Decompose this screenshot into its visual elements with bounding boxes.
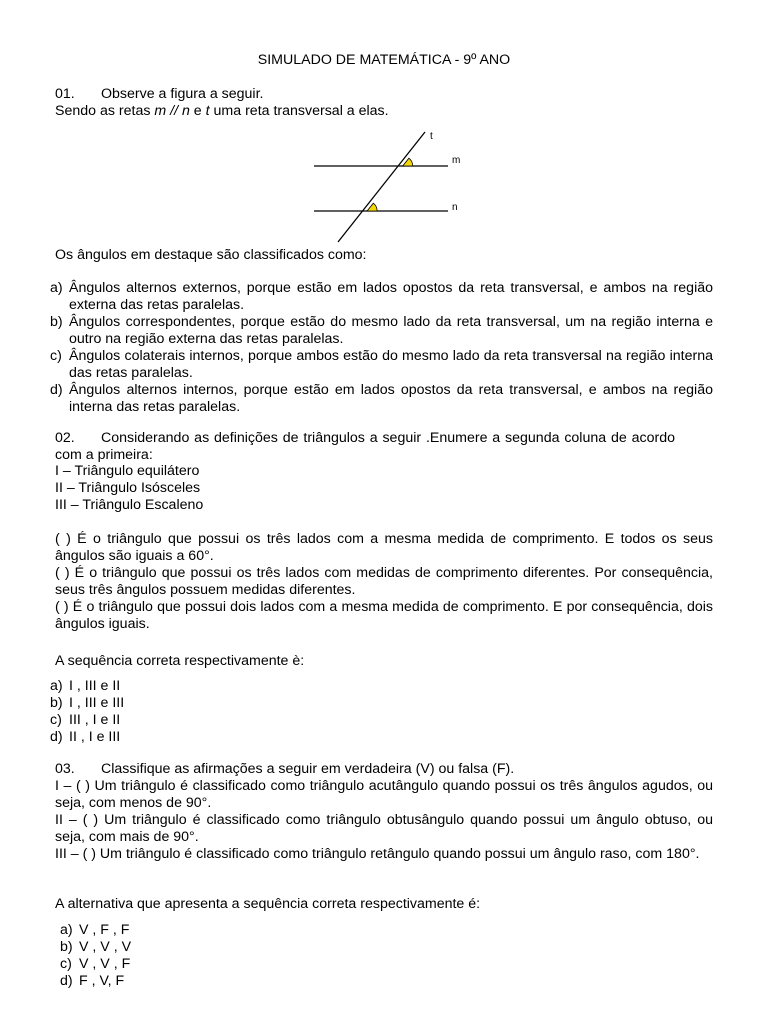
- question-3-options: [60, 922, 720, 990]
- question-1-option-c[interactable]: c) Ângulos colaterais internos, porque ambos estão do mesmo lado da reta transversal na região interna das retas paralelas.: [50, 348, 713, 381]
- page-title: SIMULADO DE MATEMÁTICA - 9º ANO: [257, 52, 511, 68]
- statement-2[interactable]: ( ) É o triângulo que possui os três lados com medidas de comprimento diferentes. Por consequência, seus três ângulos possuem medidas diferentes.: [55, 565, 713, 598]
- question-2-number: 02.: [55, 430, 75, 446]
- question-2-option-d[interactable]: d) II , I e III: [50, 729, 121, 745]
- question-1-question: Os ângulos em destaque são classificados como:: [55, 247, 367, 263]
- affirmation-1[interactable]: I – ( ) Um triângulo é classificado como triângulo acutângulo quando possui os três ângulos agudos, ou seja, com menos de 90°.: [55, 778, 713, 811]
- triangle-type-1: I – Triângulo equilátero: [55, 463, 200, 479]
- triangle-type-3: III – Triângulo Escaleno: [55, 497, 204, 513]
- question-1-header: [55, 86, 715, 120]
- angle-lower: [367, 203, 377, 211]
- question-3-option-b[interactable]: b) V , V , V: [60, 939, 132, 955]
- angle-upper: [403, 158, 413, 166]
- question-2-statements: [55, 531, 713, 633]
- affirmation-2[interactable]: II – ( ) Um triângulo é classificado como triângulo obtusângulo quando possui um ângulo obtuso, ou seja, com mais de 90°.: [55, 812, 713, 845]
- line-t: [338, 132, 425, 242]
- question-2-option-a[interactable]: a) I , III e II: [50, 678, 121, 694]
- question-2-prompt: Considerando as definições de triângulos a seguir .Enumere a segunda coluna de acordo com a primeira:: [55, 430, 675, 463]
- triangle-type-2: II – Triângulo Isósceles: [55, 480, 201, 496]
- parallel-lines-figure: [298, 126, 468, 244]
- question-3-question: A alternativa que apresenta a sequência correta respectivamente é:: [55, 896, 481, 912]
- question-3-option-d[interactable]: d) F , V, F: [60, 973, 125, 989]
- question-2-option-b[interactable]: b) I , III e III: [50, 695, 125, 711]
- label-m: m: [452, 155, 461, 166]
- question-1-option-b[interactable]: b) Ângulos correspondentes, porque estão do mesmo lado da reta transversal, um na região interna e outro na região externa das retas paralelas.: [50, 314, 713, 347]
- question-3-option-c[interactable]: c) V , V , F: [60, 956, 131, 972]
- question-2-question: A sequência correta respectivamente è:: [55, 653, 305, 669]
- question-3-option-a[interactable]: a) V , F , F: [60, 922, 130, 938]
- question-2-option-c[interactable]: c) III , I e II: [50, 712, 121, 728]
- statement-3[interactable]: ( ) É o triângulo que possui dois lados com a mesma medida de comprimento. E por consequência, dois ângulos iguais.: [55, 599, 713, 632]
- label-n: n: [452, 202, 458, 213]
- statement-1[interactable]: ( ) É o triângulo que possui os três lados com a mesma medida de comprimento. E todos os seus ângulos são iguais a 60°.: [55, 531, 713, 564]
- question-3-number: 03.: [55, 761, 75, 777]
- question-1-prompt: Observe a figura a seguir.: [101, 86, 264, 102]
- question-3-prompt: Classifique as afirmações a seguir em verdadeira (V) ou falsa (F).: [101, 761, 515, 777]
- question-2-options: [50, 678, 710, 746]
- label-t: t: [430, 131, 433, 142]
- question-3-statements: [55, 778, 713, 863]
- question-1-option-d[interactable]: d) Ângulos alternos internos, porque estão em lados opostos da reta transversal, e ambos na região interna das retas paralelas.: [50, 382, 713, 415]
- affirmation-3[interactable]: III – ( ) Um triângulo é classificado como triângulo retângulo quando possui um ângulo raso, com 180°.: [55, 846, 700, 862]
- question-2-items: [55, 463, 715, 514]
- question-3-header: [55, 761, 715, 778]
- question-1-options: [50, 280, 713, 416]
- question-2-header: [55, 430, 675, 464]
- question-1-number: 01.: [55, 86, 75, 102]
- question-1-given: Sendo as retas m // n e t uma reta transversal a elas.: [55, 103, 389, 119]
- question-1-option-a[interactable]: a) Ângulos alternos externos, porque estão em lados opostos da reta transversal, e ambos na região externa das retas paralelas.: [50, 280, 713, 313]
